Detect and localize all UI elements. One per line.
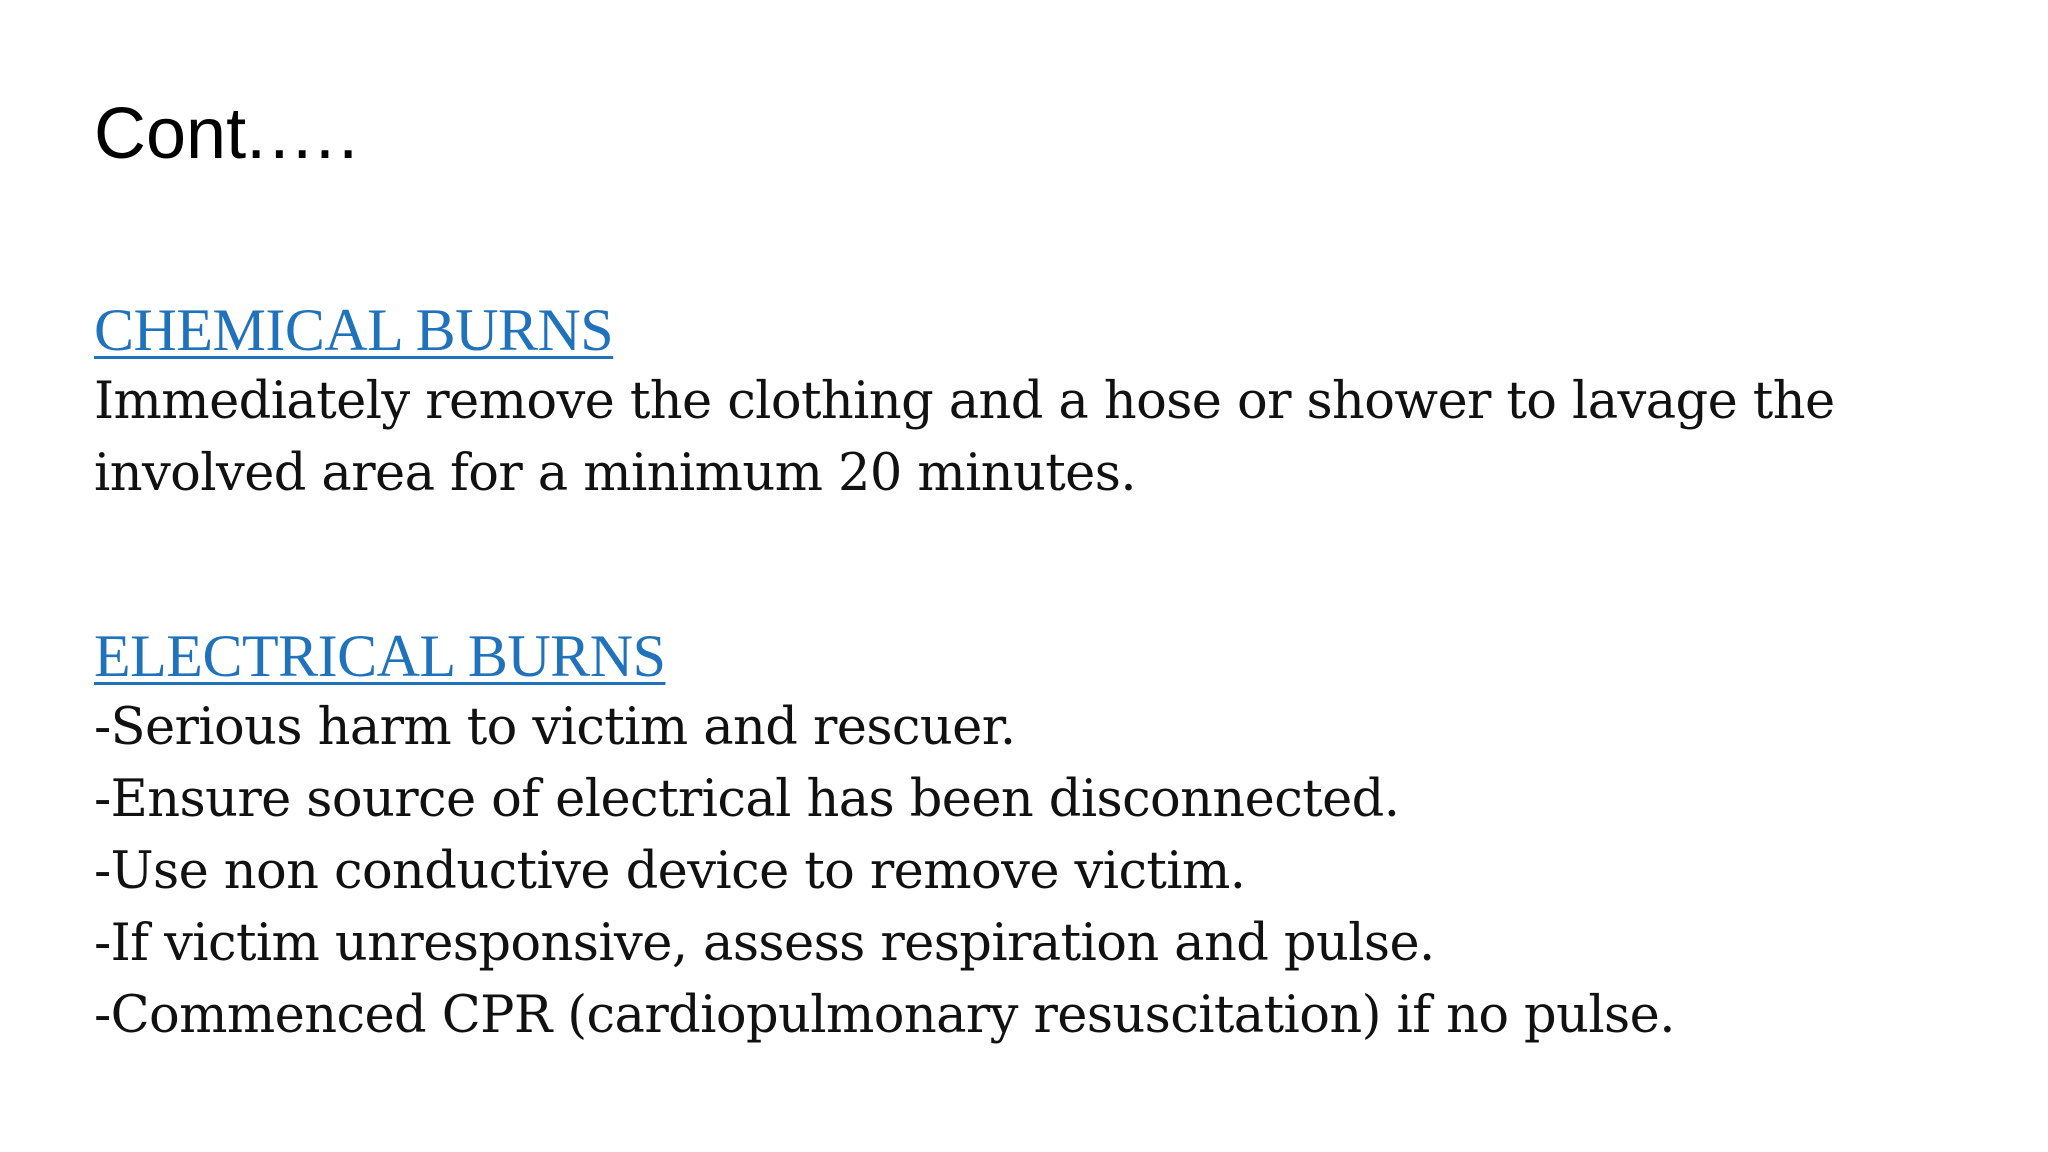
chemical-burns-line: involved area for a minimum 20 minutes. <box>94 444 1136 503</box>
electrical-burns-line: -Serious harm to victim and rescuer. <box>94 698 1016 757</box>
electrical-burns-heading: ELECTRICAL BURNS <box>94 623 666 689</box>
slide-title: Cont.…. <box>94 94 359 174</box>
electrical-burns-line: -Use non conductive device to remove victim. <box>94 842 1246 901</box>
chemical-burns-line: Immediately remove the clothing and a hose or shower to lavage the <box>94 372 1835 431</box>
electrical-burns-section <box>94 620 1994 1052</box>
electrical-burns-line: -Commenced CPR (cardiopulmonary resuscitation) if no pulse. <box>94 986 1675 1045</box>
chemical-burns-section <box>94 294 1994 510</box>
electrical-burns-line: -Ensure source of electrical has been disconnected. <box>94 770 1400 829</box>
chemical-burns-heading: CHEMICAL BURNS <box>94 297 614 363</box>
electrical-burns-body <box>94 692 1994 1052</box>
chemical-burns-body <box>94 366 1994 510</box>
electrical-burns-line: -If victim unresponsive, assess respiration and pulse. <box>94 914 1435 973</box>
